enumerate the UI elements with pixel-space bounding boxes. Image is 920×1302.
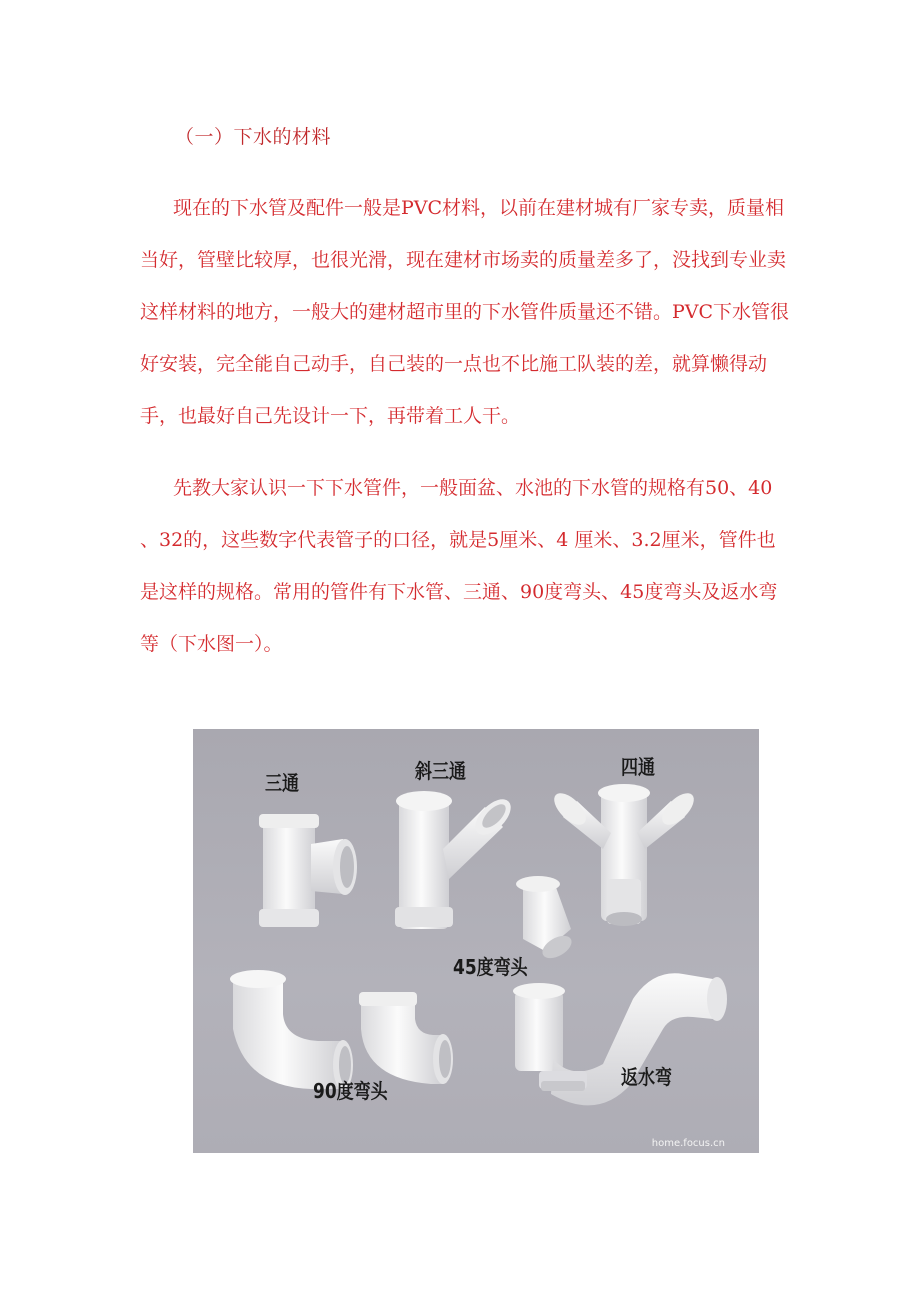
- cross-fitting: [549, 784, 699, 926]
- tee-label: 三通: [265, 771, 299, 795]
- watermark: home.focus.cn: [651, 1138, 725, 1149]
- tee-fitting: [259, 814, 357, 927]
- section-heading: （一）下水的材料: [175, 126, 332, 148]
- oblique-tee-fitting: [395, 791, 517, 929]
- elbow-90-fitting-right: [359, 992, 453, 1084]
- cross-label: 四通: [621, 755, 655, 779]
- elbow-90-label: 90度弯头: [313, 1079, 388, 1103]
- oblique-tee-label: 斜三通: [415, 759, 466, 783]
- elbow-45-fitting: [516, 876, 575, 963]
- paragraph-pvc-material: 现在的下水管及配件一般是PVC材料，以前在建材城有厂家专卖，质量相当好，管壁比较厚，也很光滑，现在建材市场卖的质量差多了，没找到专业卖这样材料的地方，一般大的建材超市里的下水管件质量还不错。PVC下水管很好安装，完全能自己动手，自己装的一点也不比施工队装的差，就算懒得动手，也最好自己先设计一下，再带着工人干。: [140, 197, 790, 427]
- paragraph-pipe-fittings: 先教大家认识一下下水管件，一般面盆、水池的下水管的规格有50、40 、32的，这些数字代表管子的口径，就是5厘米、4 厘米、3.2厘米，管件也是这样的规格。常用的管件有下水管、三通、90度弯头、45度弯头及返水弯等（下水图一）。: [140, 477, 778, 655]
- trap-label: 返水弯: [621, 1065, 672, 1089]
- pipe-fittings-photo: [193, 729, 759, 1153]
- elbow-45-label: 45度弯头: [453, 955, 528, 979]
- elbow-90-fitting-left: [230, 970, 353, 1090]
- p-trap-fitting: [513, 973, 727, 1105]
